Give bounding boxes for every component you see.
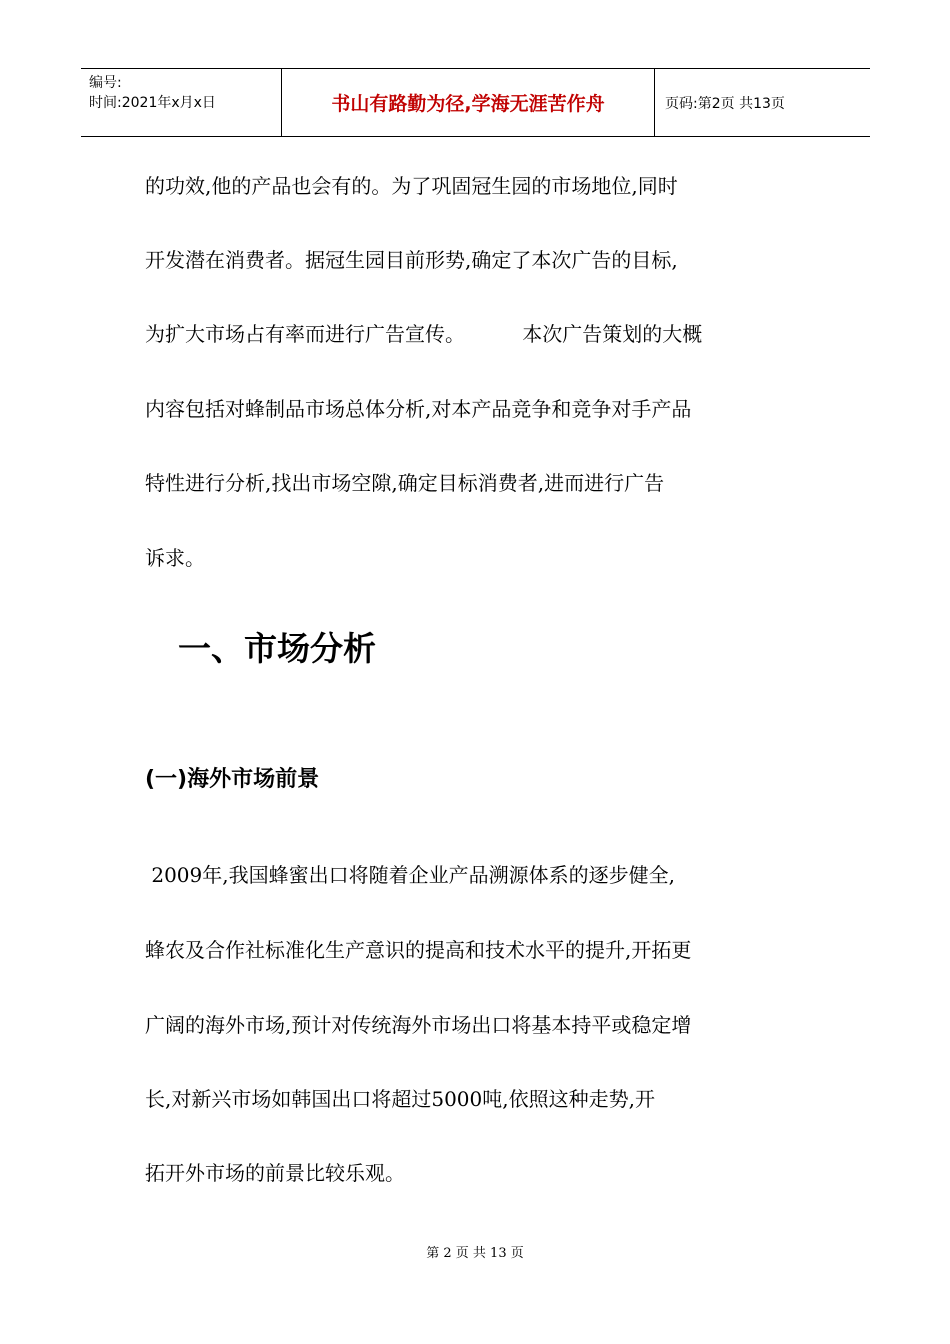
text-line: 2009年,我国蜂蜜出口将随着企业产品溯源体系的逐步健全, bbox=[145, 863, 675, 887]
text-line: 为扩大市场占有率而进行广告宣传。 本次广告策划的大概 bbox=[145, 322, 703, 346]
text-line: 蜂农及合作社标准化生产意识的提高和技术水平的提升,开拓更 bbox=[145, 938, 692, 962]
header-motto: 书山有路勤为径,学海无涯苦作舟 bbox=[281, 69, 655, 136]
text-line: 诉求。 bbox=[145, 546, 205, 570]
text-line: 广阔的海外市场,预计对传统海外市场出口将基本持平或稳定增 bbox=[145, 1013, 692, 1037]
header-page-info: 页码:第2页 共13页 bbox=[665, 95, 785, 112]
section-title: 一、市场分析 bbox=[178, 629, 376, 668]
text-line: 的功效,他的产品也会有的。为了巩固冠生园的市场地位,同时 bbox=[145, 174, 678, 198]
header-number-label: 编号: bbox=[89, 75, 122, 91]
subsection-title: (一)海外市场前景 bbox=[145, 767, 320, 792]
header-time-label: 时间:2021年x月x日 bbox=[89, 95, 216, 111]
page-footer: 第 2 页 共 13 页 bbox=[426, 1246, 524, 1261]
text-line: 长,对新兴市场如韩国出口将超过5000吨,依照这种走势,开 bbox=[145, 1087, 655, 1111]
header-meta bbox=[81, 69, 281, 136]
text-line: 特性进行分析,找出市场空隙,确定目标消费者,进而进行广告 bbox=[145, 471, 665, 495]
text-line: 开发潜在消费者。据冠生园目前形势,确定了本次广告的目标, bbox=[145, 248, 678, 272]
text-line: 拓开外市场的前景比较乐观。 bbox=[145, 1161, 405, 1185]
text-line: 内容包括对蜂制品市场总体分析,对本产品竞争和竞争对手产品 bbox=[145, 397, 692, 421]
page-header bbox=[81, 68, 870, 137]
